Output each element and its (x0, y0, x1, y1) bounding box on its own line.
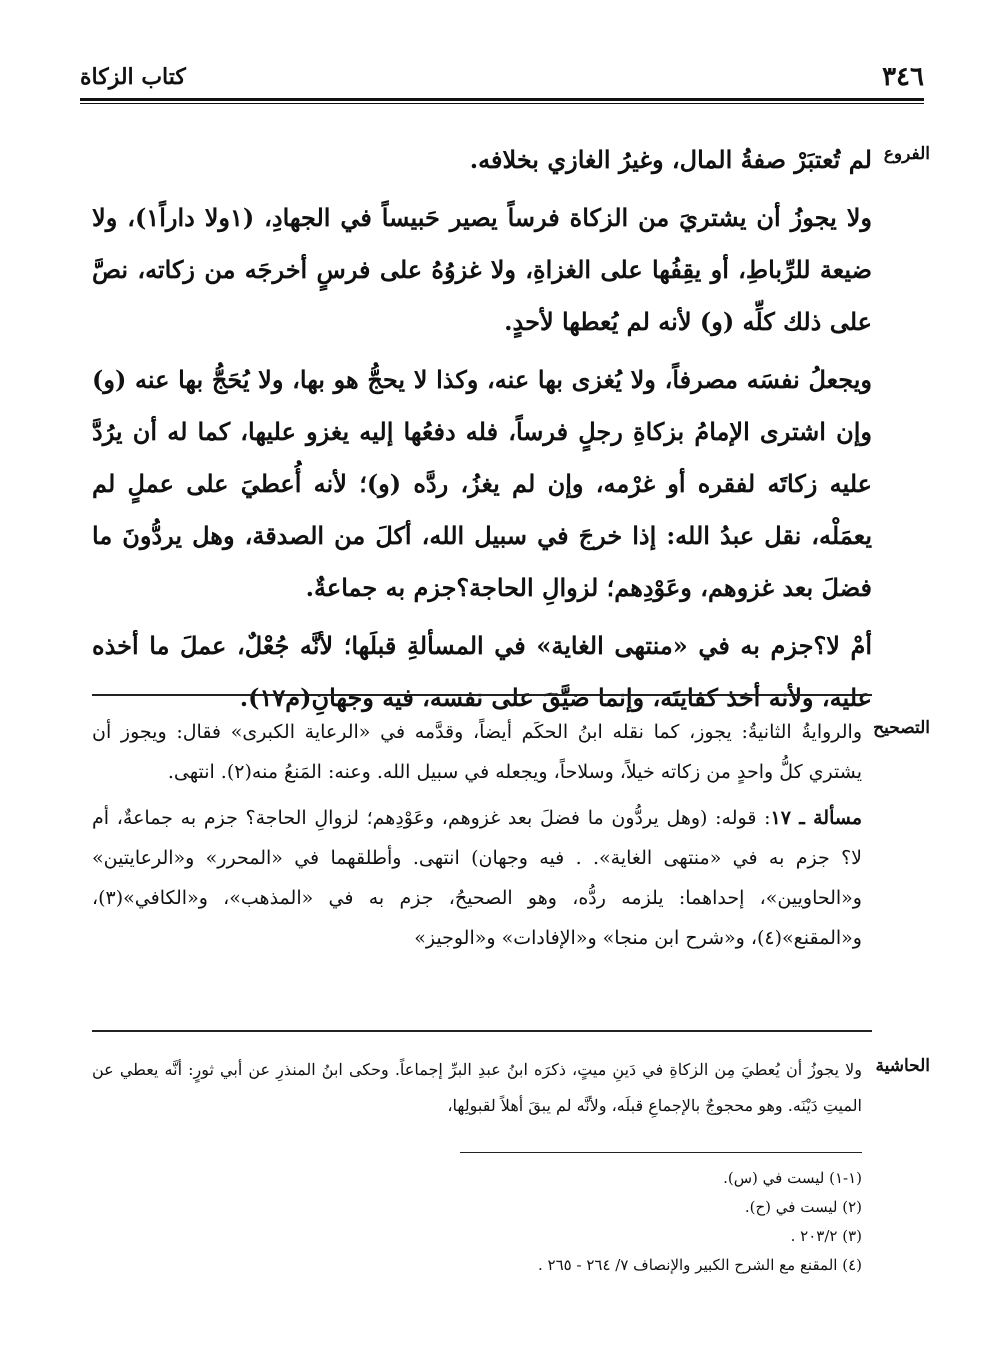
footnote: (٤) المقنع مع الشرح الكبير والإنصاف ٧/ ٢٦٤ - ٢٦٥ . (538, 1256, 862, 1274)
tashih-paragraph-body: : قوله: (وهل يردُّون ما فضلَ بعد غزوهم، وعَوْدِهم؛ لزوالِ الحاجة؟ جزم به جماعةٌ، أم لا؟ جزم به في «منتهى الغاية». . فيه وجهان) انتهى. وأطلقهما في «المحرر» و«الرعايتين» و«الحاويين»، إحداهما: يلزمه ردُّه، وهو الصحيحُ، جزم به في «المذهب»، و«الكافي»(٣)، و«المقنع»(٤)، و«شرح ابن منجا» و«الإفادات» و«الوجيز» (92, 807, 862, 949)
tashih-paragraph (92, 798, 862, 958)
section-label-furu: الفروع (883, 144, 930, 164)
page-header (80, 62, 924, 98)
section-label-tashih: التصحيح (873, 718, 930, 738)
main-paragraph: أمْ لا؟جزم به في «منتهى الغاية» في المسألةِ قبلَها؛ لأنَّه جُعْلٌ، عملَ ما أخذه عليه، ولأنه أخذ كفايتَه، وإنما ضيَّقَ على نفسه، فيه وجهانِ(م١٧). (92, 631, 872, 712)
book-title: كتاب الزكاة (80, 64, 186, 90)
main-paragraph: لم تُعتبَرْ صفةُ المال، وغيرُ الغازي بخلافه. (469, 145, 872, 174)
footnote: (٢) ليست في (ح). (744, 1198, 862, 1216)
main-text (92, 134, 872, 724)
hashiya-text (92, 1052, 862, 1124)
page-number: ٣٤٦ (882, 62, 924, 92)
section-divider (92, 1030, 872, 1032)
main-paragraph: ولا يجوزُ أن يشتريَ من الزكاة فرساً يصير حَبيساً في الجهادِ، (١ولا داراً١)، ولا ضيعة للرِّباطِ، أو يقِفُها على الغزاةِ، ولا غزوُهُ على فرسٍ أخرجَه من زكاته، نصَّ على ذلك كلِّه (و) لأنه لم يُعطها لأحدٍ. (92, 203, 872, 336)
header-rule (80, 98, 924, 101)
section-label-hashiya: الحاشية (875, 1056, 930, 1076)
header-rule-thin (80, 103, 924, 104)
tashih-text (92, 712, 862, 958)
issue-number: مسألة ـ ١٧ (770, 807, 862, 829)
footnote: (١-١) ليست في (س). (723, 1169, 862, 1187)
footnote-rule (460, 1152, 862, 1153)
footnotes (362, 1164, 862, 1280)
section-divider (92, 694, 872, 696)
footnote: (٣) ٢٠٣/٢ . (790, 1227, 862, 1245)
hashiya-paragraph: ولا يجوزُ أن يُعطيَ مِن الزكاةِ في دَينِ ميتٍ، ذكرَه ابنُ عبدِ البرِّ إجماعاً. وحكى ابنُ المنذرِ عن أبي ثورٍ: أنَّه يعطي عن الميتِ دَيْنَه. وهو محجوجٌ بالإجماعِ قبلَه، ولأنَّه لم يبقَ أهلاً لقبولِها، (92, 1060, 863, 1115)
tashih-paragraph: والروايةُ الثانيةُ: يجوز، كما نقله ابنُ الحكَم أيضاً، وقدَّمه في «الرعاية الكبرى» فقال: ويجوز أن يشتري كلُّ واحدٍ من زكاته خيلاً، وسلاحاً، ويجعله في سبيل الله. وعنه: المَنعُ منه(٢). انتهى. (92, 721, 862, 783)
main-paragraph: ويجعلُ نفسَه مصرفاً، ولا يُغزى بها عنه، وكذا لا يحجُّ هو بها، ولا يُحَجُّ بها عنه (و) وإن اشترى الإمامُ بزكاةِ رجلٍ فرساً، فله دفعُها إليه يغزو عليها، كما له أن يرُدَّ عليه زكاتَه لفقره أو غرْمه، وإن لم يغزُ، ردَّه (و)؛ لأنه أُعطيَ على عملٍ لم يعمَلْه، نقل عبدُ الله: إذا خرجَ في سبيل الله، أكلَ من الصدقة، وهل يردُّونَ ما فضلَ بعد غزوهم، وعَوْدِهم؛ لزوالِ الحاجة؟جزم به جماعةٌ. (92, 365, 872, 602)
